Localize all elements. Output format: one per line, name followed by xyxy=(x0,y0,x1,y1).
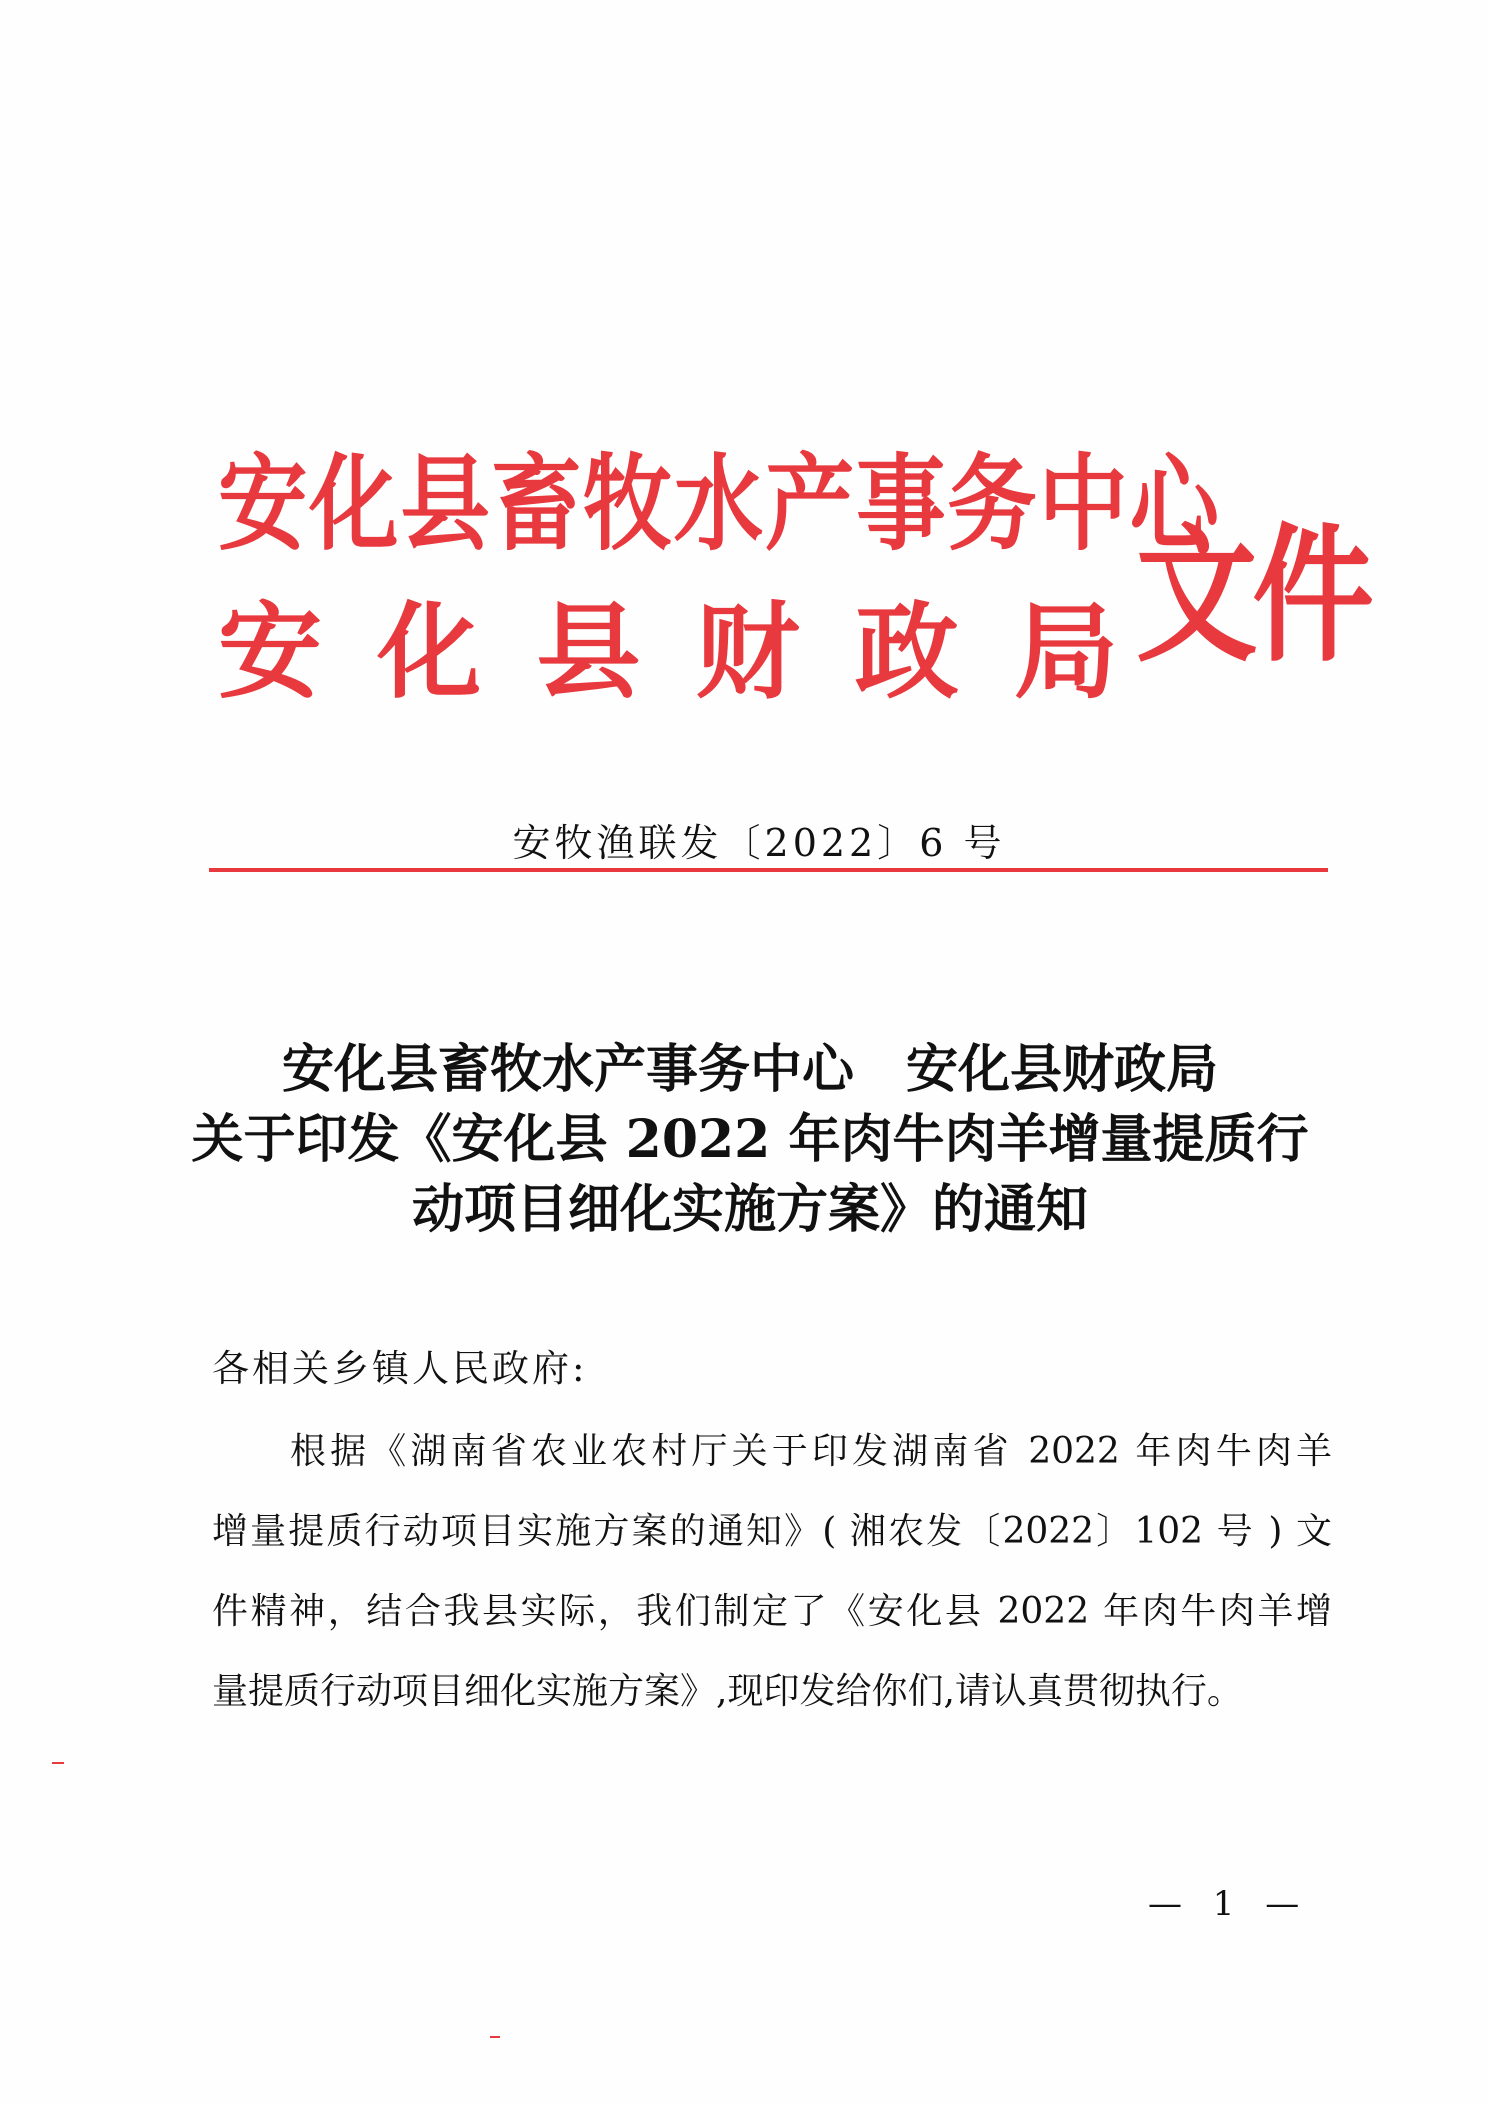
title-line-2: 关于印发《安化县 2022 年肉牛肉羊增量提质行 xyxy=(191,1109,1309,1170)
letterhead-char: 安 xyxy=(218,590,323,713)
body-line-2: 增量提质行动项目实施方案的通知》( 湘农发〔2022〕102 号 ) 文 xyxy=(212,1511,1332,1552)
letterhead-issuer-2 xyxy=(218,568,1118,718)
letterhead-char: 财 xyxy=(695,590,800,713)
body-line-3: 件精神，结合我县实际，我们制定了《安化县 2022 年肉牛肉羊增 xyxy=(212,1591,1332,1632)
letterhead-char: 化 xyxy=(377,590,482,713)
letterhead-issuer-1: 安化县畜牧水产事务中心 xyxy=(218,442,1221,565)
letterhead-char: 政 xyxy=(854,590,959,713)
letterhead-char: 局 xyxy=(1013,590,1118,713)
page-number: — 1 — xyxy=(1148,1884,1310,1924)
red-divider-line xyxy=(209,868,1328,872)
salutation: 各相关乡镇人民政府: xyxy=(212,1347,588,1390)
document-number: 安牧渔联发〔2022〕6 号 xyxy=(512,821,1006,865)
body-paragraph xyxy=(212,1412,1332,1732)
letterhead-char: 县 xyxy=(536,590,641,713)
letterhead-document-label: 文件 xyxy=(1136,508,1369,682)
scan-speck xyxy=(490,2036,500,2038)
body-line-4: 量提质行动项目细化实施方案》,现印发给你们,请认真贯彻执行。 xyxy=(212,1671,1243,1712)
red-letterhead xyxy=(218,420,1369,713)
body-line-1: 根据《湖南省农业农村厅关于印发湖南省 2022 年肉牛肉羊 xyxy=(290,1431,1332,1472)
title-line-1: 安化县畜牧水产事务中心 安化县财政局 xyxy=(281,1039,1218,1100)
title-line-3: 动项目细化实施方案》的通知 xyxy=(411,1179,1088,1240)
scan-speck xyxy=(52,1762,64,1764)
document-title xyxy=(160,1035,1340,1245)
